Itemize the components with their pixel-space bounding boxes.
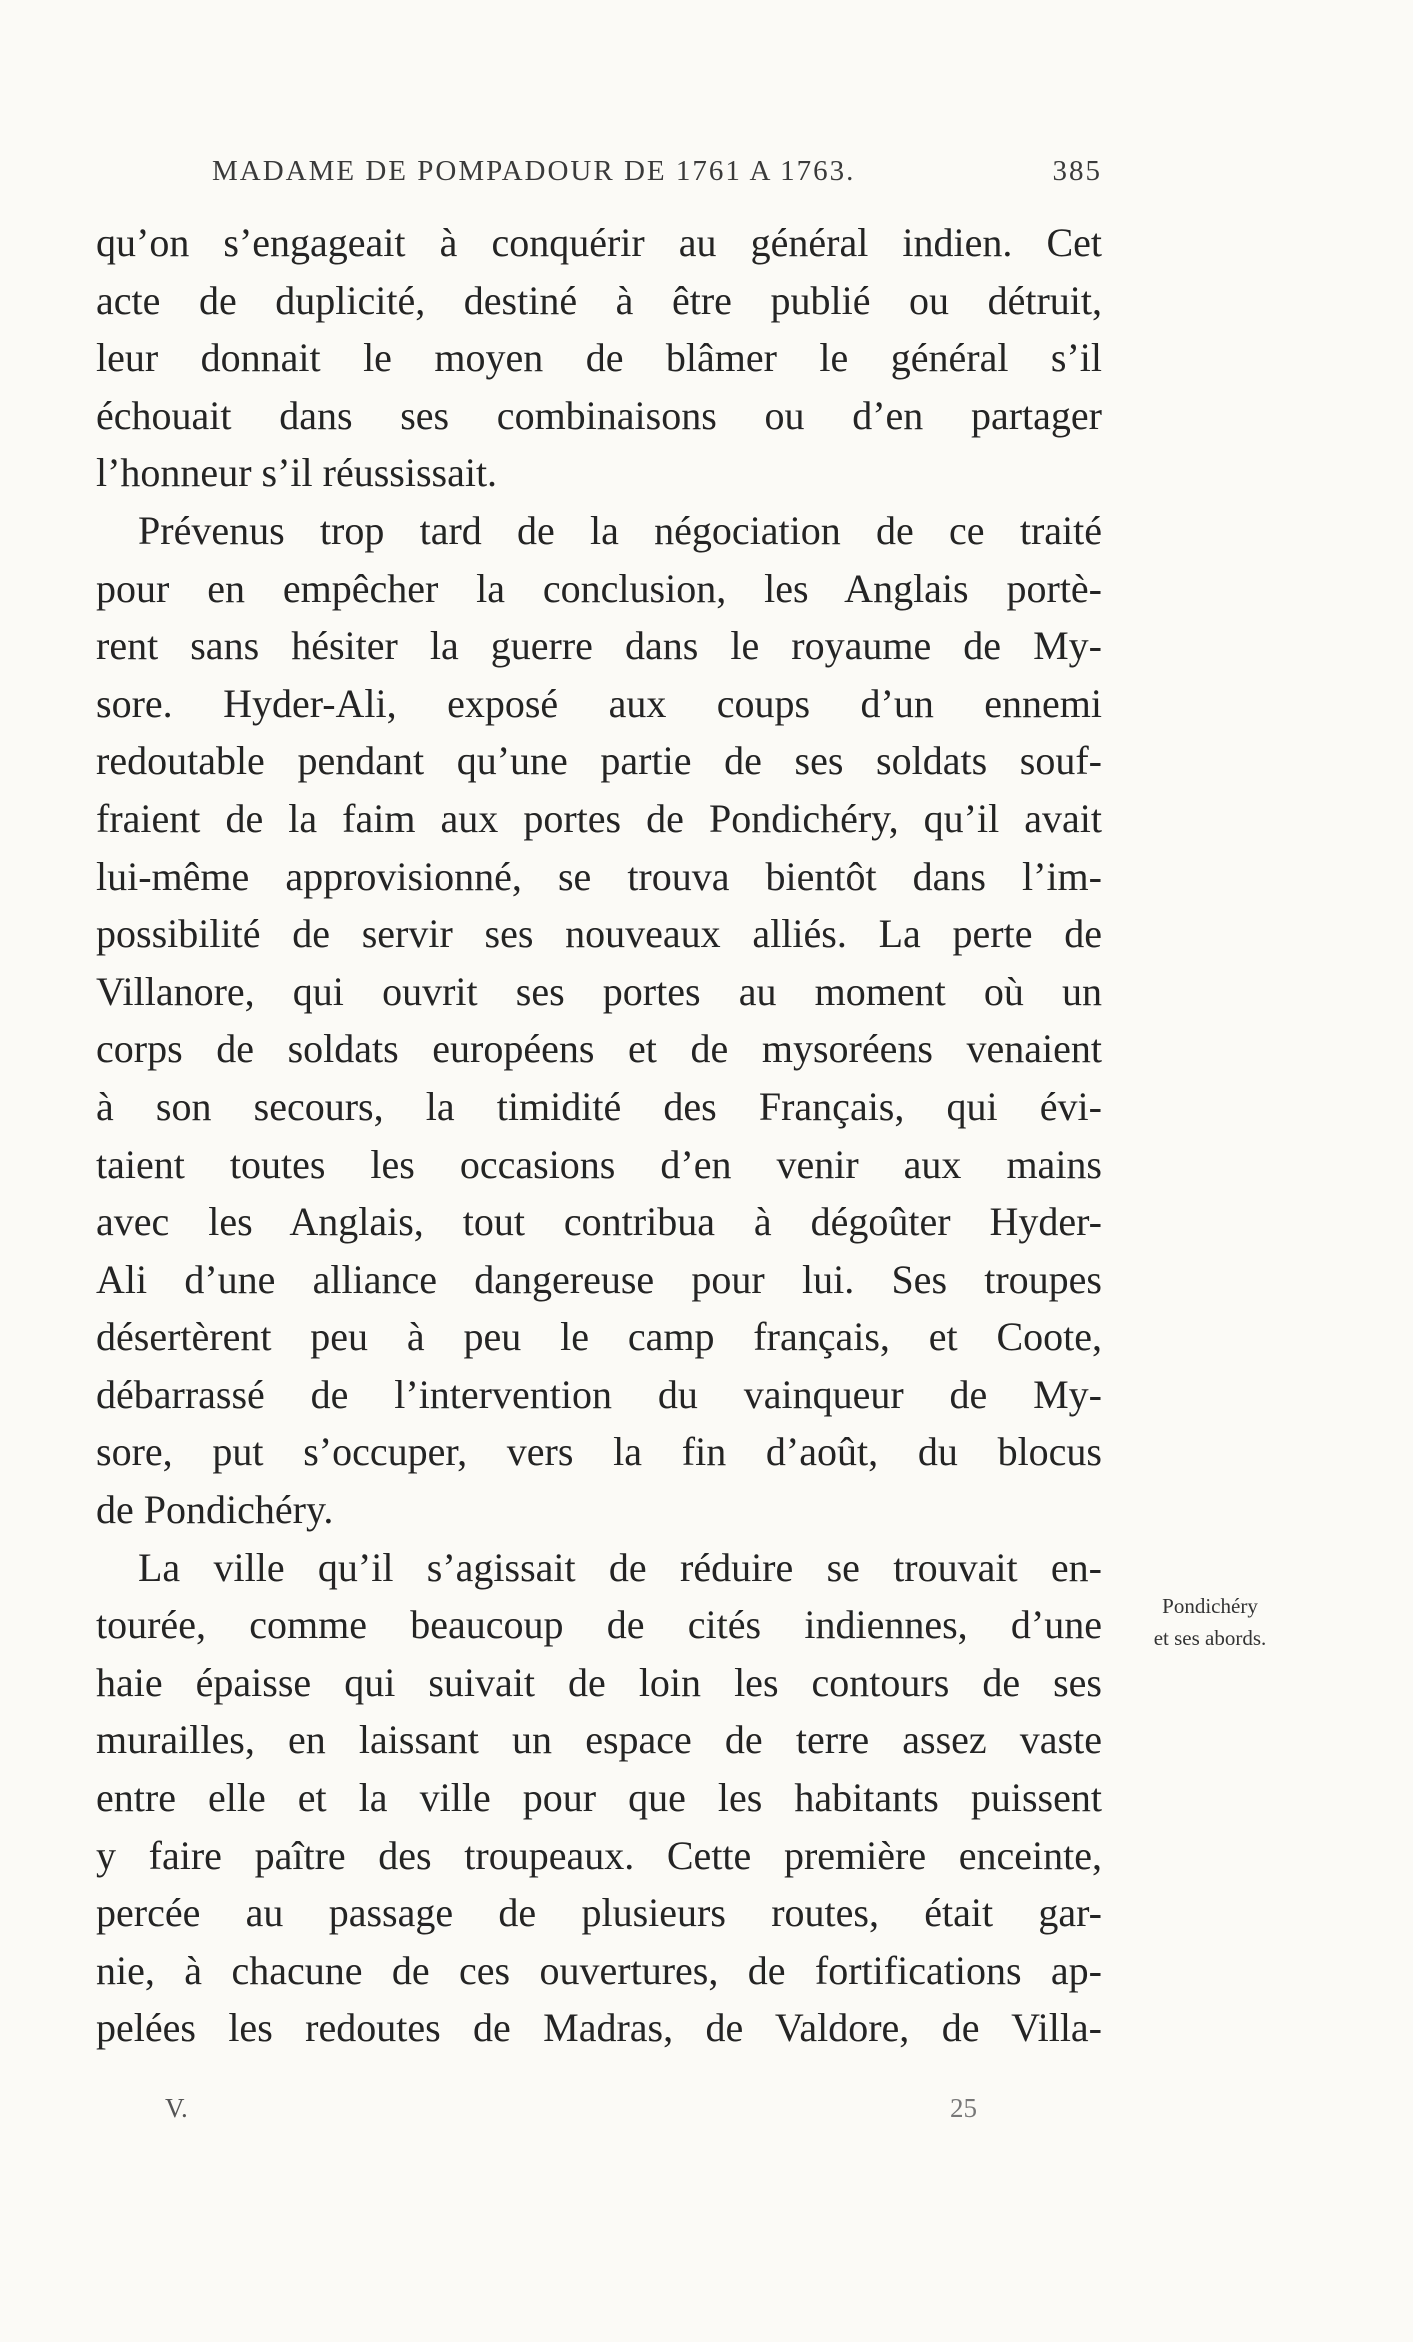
text-line: pour en empêcher la conclusion, les Anglais portè- [96, 565, 1102, 611]
text-line: leur donnait le moyen de blâmer le général s’il [96, 335, 1102, 381]
text-line: lui-même approvisionné, se trouva bientôt dans l’im- [96, 853, 1102, 899]
volume-mark: V. [165, 2093, 188, 2123]
text-line: débarrassé de l’intervention du vainqueur de My- [96, 1371, 1102, 1417]
marginal-note-line: Pondichéry [1162, 1594, 1258, 1618]
page-number: 385 [1052, 155, 1102, 187]
paragraph-start-line: La ville qu’il s’agissait de réduire se trouvait en- [138, 1544, 1102, 1590]
text-line: Villanore, qui ouvrit ses portes au moment où un [96, 968, 1102, 1014]
text-line: corps de soldats européens et de mysoréens venaient [96, 1026, 1102, 1072]
text-line: sore. Hyder-Ali, exposé aux coups d’un ennemi [96, 680, 1102, 726]
text-line: possibilité de servir ses nouveaux alliés. La perte de [96, 911, 1102, 957]
text-line: Ali d’une alliance dangereuse pour lui. Ses troupes [96, 1256, 1102, 1302]
text-line: taient toutes les occasions d’en venir aux mains [96, 1141, 1102, 1187]
text-line: tourée, comme beaucoup de cités indiennes, d’une [96, 1602, 1102, 1648]
text-line: désertèrent peu à peu le camp français, et Coote, [96, 1314, 1102, 1360]
text-line: échouait dans ses combinaisons ou d’en partager [96, 392, 1102, 438]
text-line: percée au passage de plusieurs routes, était gar- [96, 1890, 1102, 1936]
text-line: avec les Anglais, tout contribua à dégoûter Hyder- [96, 1199, 1102, 1245]
paragraph-start-line: Prévenus trop tard de la négociation de ce traité [138, 507, 1102, 553]
text-line: l’honneur s’il réussissait. [96, 450, 498, 496]
text-line: qu’on s’engageait à conquérir au général indien. Cet [96, 220, 1102, 265]
text-line: redoutable pendant qu’une partie de ses soldats souf- [96, 738, 1102, 784]
text-line: sore, put s’occuper, vers la fin d’août, du blocus [96, 1429, 1102, 1475]
text-line: fraient de la faim aux portes de Pondichéry, qu’il avait [96, 795, 1102, 841]
text-line: à son secours, la timidité des Français, qui évi- [96, 1083, 1102, 1129]
text-line: pelées les redoutes de Madras, de Valdore, de Villa- [96, 2005, 1102, 2051]
running-header [212, 155, 1102, 199]
text-line: murailles, en laissant un espace de terre assez vaste [96, 1717, 1102, 1763]
text-line: haie épaisse qui suivait de loin les contours de ses [96, 1659, 1102, 1705]
text-line: y faire paître des troupeaux. Cette première enceinte, [96, 1832, 1102, 1878]
text-line: de Pondichéry. [96, 1487, 334, 1533]
text-line: nie, à chacune de ces ouvertures, de fortifications ap- [96, 1947, 1102, 1993]
marginal-note-line: et ses abords. [1153, 1626, 1267, 1650]
text-line: acte de duplicité, destiné à être publié ou détruit, [96, 277, 1102, 323]
running-title: MADAME DE POMPADOUR DE 1761 A 1763. [212, 155, 856, 187]
text-line: entre elle et la ville pour que les habitants puissent [96, 1775, 1102, 1821]
body-text [96, 214, 1102, 2057]
signature-mark: 25 [950, 2093, 977, 2123]
text-line: rent sans hésiter la guerre dans le royaume de My- [96, 623, 1102, 669]
page-footer [0, 2093, 1413, 2133]
marginal-note [1110, 1590, 1310, 1654]
